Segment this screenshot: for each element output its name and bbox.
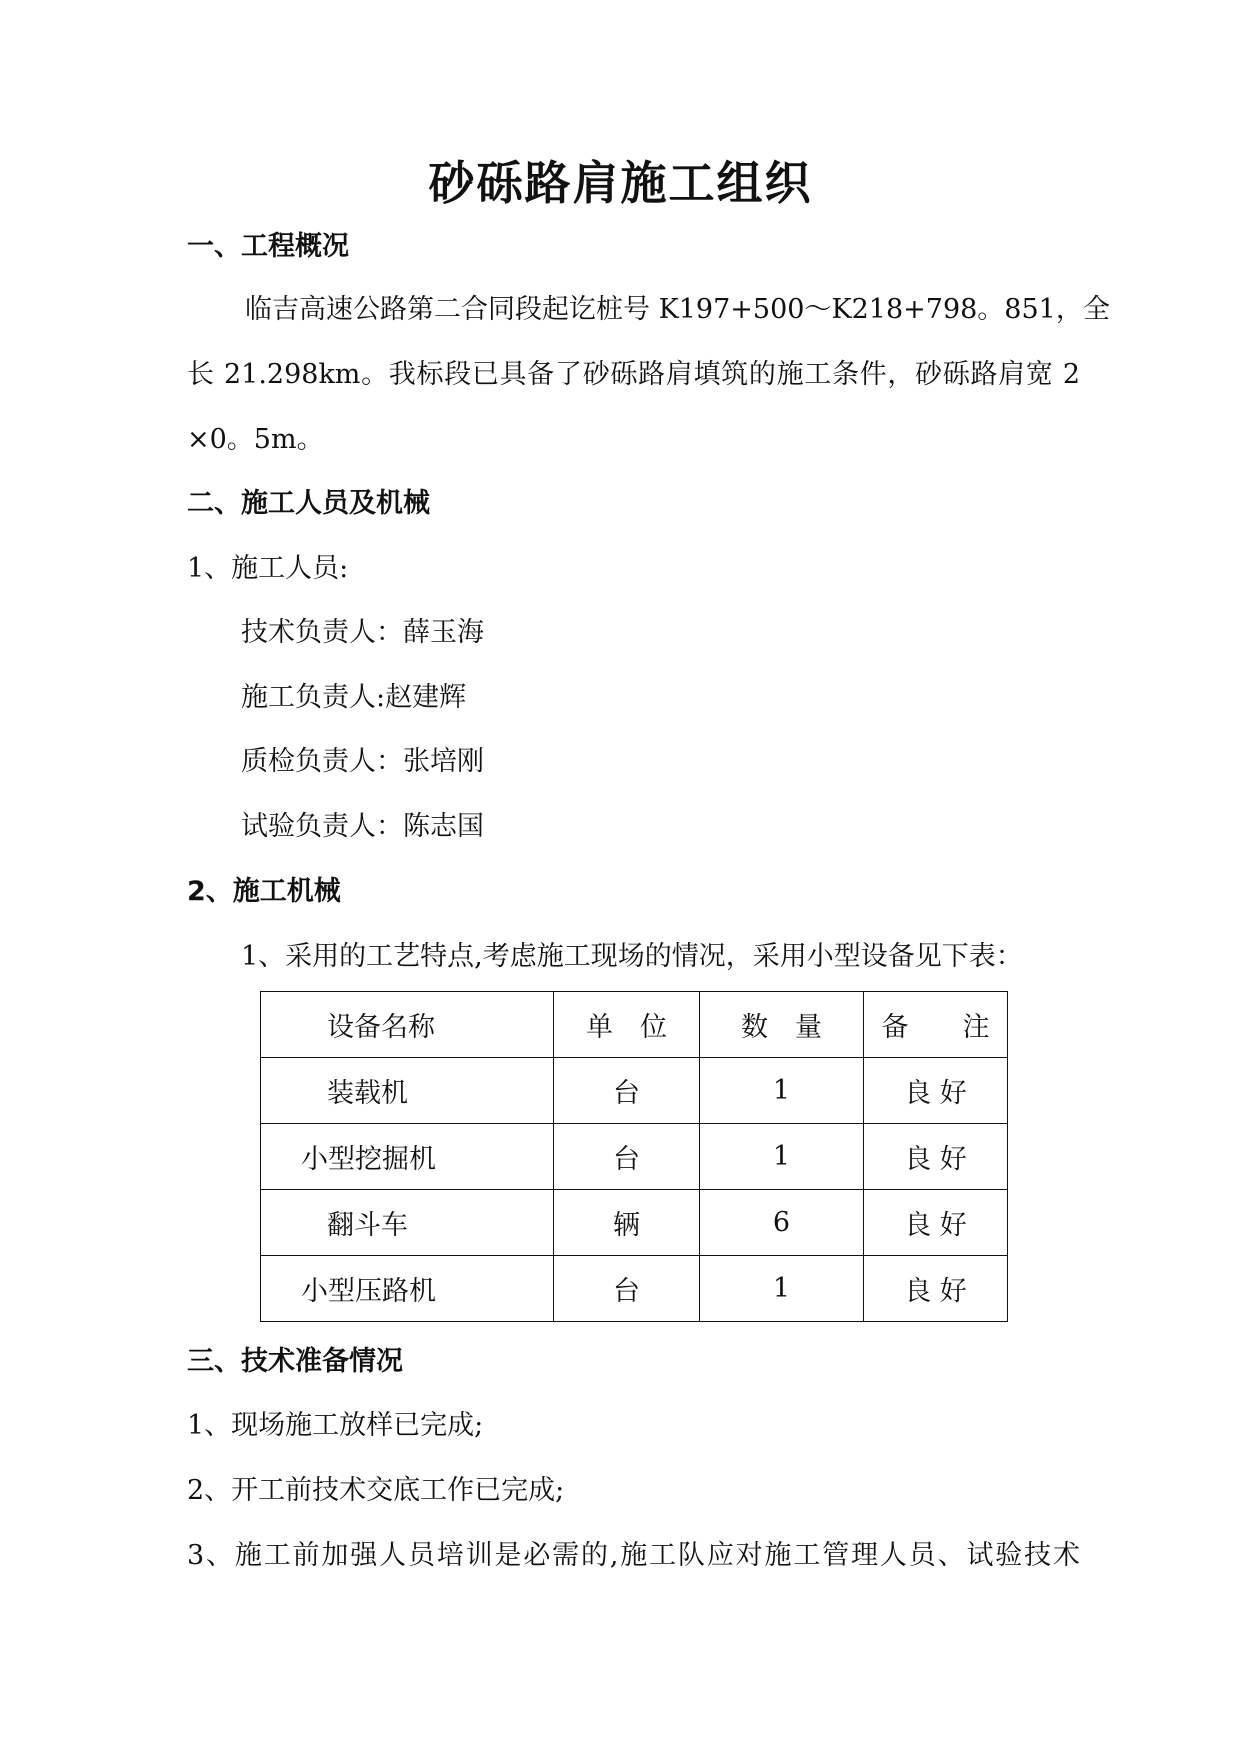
overview-line-2: 长 21.298km。我标段已具备了砂砾路肩填筑的施工条件，砂砾路肩宽 2 [187,359,1080,390]
table-cell-equipment: 装载机 [261,1058,554,1124]
personnel-construction-lead: 施工负责人:赵建辉 [241,682,467,713]
table-cell-equipment: 小型挖掘机 [261,1124,554,1190]
table-cell-unit: 台 [554,1256,700,1322]
section-heading-technical-prep: 三、技术准备情况 [187,1346,403,1377]
personnel-testing-lead: 试验负责人：陈志国 [241,811,484,842]
table-cell-remark: 良 好 [864,1124,1008,1190]
personnel-quality-lead: 质检负责人：张培刚 [241,746,484,777]
section-heading-personnel-machinery: 二、施工人员及机械 [187,488,430,519]
prep-item-1: 1、现场施工放样已完成; [187,1410,484,1441]
table-cell-remark: 良 好 [864,1190,1008,1256]
table-header-cell: 单 位 [554,992,700,1058]
table-cell-quantity: 1 [700,1058,864,1124]
equipment-table [260,991,1008,1322]
overview-line-3: ×0。5m。 [187,424,324,455]
table-cell-remark: 良 好 [864,1058,1008,1124]
document-title: 砂砾路肩施工组织 [428,156,813,210]
personnel-technical-lead: 技术负责人：薛玉海 [241,617,484,648]
table-cell-quantity: 1 [700,1124,864,1190]
prep-item-2: 2、开工前技术交底工作已完成; [187,1475,565,1506]
table-cell-remark: 良 好 [864,1256,1008,1322]
prep-item-3: 3、施工前加强人员培训是必需的,施工队应对施工管理人员、试验技术 [187,1540,1080,1571]
table-header-row [261,992,1008,1058]
table-cell-equipment: 翻斗车 [261,1190,554,1256]
table-cell-unit: 台 [554,1124,700,1190]
table-row [261,1124,1008,1190]
table-row [261,1256,1008,1322]
table-row [261,1190,1008,1256]
personnel-heading: 1、施工人员: [187,553,349,584]
table-cell-unit: 台 [554,1058,700,1124]
table-header-cell: 备 注 [864,992,1008,1058]
table-row [261,1058,1008,1124]
table-header-cell: 设备名称 [261,992,554,1058]
table-cell-equipment: 小型压路机 [261,1256,554,1322]
machinery-intro: 1、采用的工艺特点,考虑施工现场的情况，采用小型设备见下表： [241,941,1023,972]
table-header-cell: 数 量 [700,992,864,1058]
section-heading-overview: 一、工程概况 [187,231,349,262]
overview-line-1: 临吉高速公路第二合同段起讫桩号 K197+500～K218+798。851，全 [245,294,1110,325]
machinery-heading: 2、施工机械 [187,876,341,907]
table-cell-quantity: 1 [700,1256,864,1322]
table-cell-quantity: 6 [700,1190,864,1256]
table-cell-unit: 辆 [554,1190,700,1256]
